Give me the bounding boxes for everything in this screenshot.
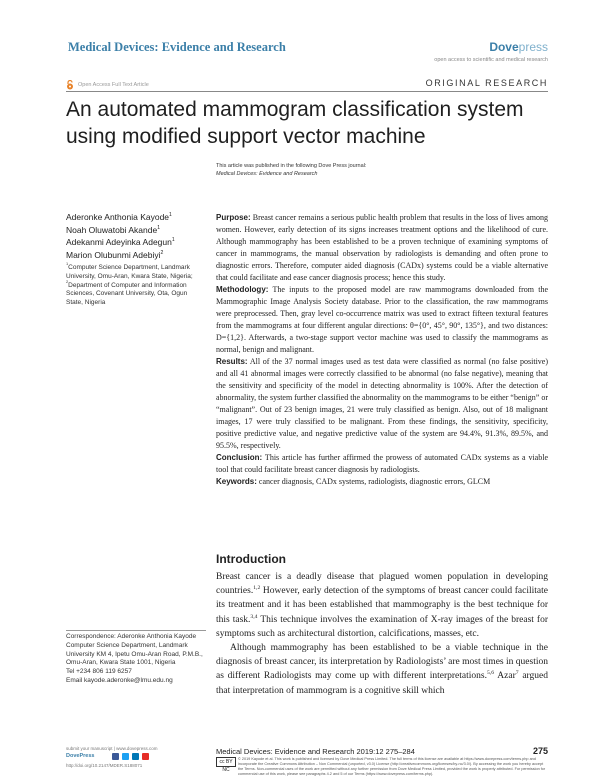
brand-main: Dove	[489, 40, 519, 54]
correspondence-divider	[66, 630, 206, 631]
brand-suffix: press	[518, 40, 548, 54]
brand-tagline: open access to scientific and medical research	[434, 57, 548, 63]
social-links	[112, 753, 149, 760]
doi-link[interactable]: http://doi.org/10.2147/MDER.S188071	[66, 763, 143, 768]
abstract-conclusion: Conclusion: This article has further affirmed the prowess of automated CADx systems as a viable tool that could facilitate breast cancer diagnosis by radiologists.	[216, 453, 548, 474]
facebook-icon[interactable]	[112, 753, 119, 760]
youtube-icon[interactable]	[142, 753, 149, 760]
affiliations: $^1$Computer Science Department, Landmark University, Omu-Aran, Kwara State, Nigeria; $^2$Department of Computer and Information Sciences, Covenant University, Ota, Ogun State, Nigeria	[66, 261, 193, 307]
introduction-body	[216, 570, 548, 698]
intro-paragraph: Although mammography has been established to be a viable technique in the diagnosis of breast cancer, its interpretation by Radiologists’ are most times in question as different Radiologists may come up with different interpretations.$^{5,6}$ Azar$^7$ argued that interpretation of mammogram is a cognitive skill which	[216, 643, 548, 696]
publication-note-line1: This article was published in the following Dove Press journal:	[216, 163, 367, 169]
abstract-purpose: Purpose: Breast cancer remains a serious public health problem that results in the loss of lives among women. However, early detection of its signs increases treatment options and the likelihood of cure. Although mammography has been established to be a proven technique of examining symptoms of cancer in mammograms, the manual observation by radiologists is demanding and often prone to diagnostic errors. Therefore, computer aided diagnosis (CADx) systems could be a viable alternative that could facilitate and ease cancer diagnosis process; hence this study.	[216, 213, 548, 282]
cc-license-icon[interactable]: cc BY NC	[216, 757, 236, 767]
introduction-heading: Introduction	[216, 552, 286, 566]
publication-note	[216, 162, 366, 178]
correspondence-email[interactable]: Email kayode.aderonke@lmu.edu.ng	[66, 676, 173, 684]
open-access-label: Open Access Full Text Article	[78, 82, 149, 88]
author[interactable]: Marion Olubunmi Adebiyi$^2$	[66, 249, 164, 260]
dovepress-logo[interactable]	[489, 40, 548, 54]
author[interactable]: Aderonke Anthonia Kayode$^1$	[66, 212, 172, 222]
footer-citation: Medical Devices: Evidence and Research 2019:12 275–284	[216, 747, 415, 756]
intro-paragraph: Breast cancer is a deadly disease that plagued women population in developing countries.$^{1,2}$ However, early detection of the symptoms of breast cancer could facilitate its treatment and it has been established that mammography is the best technique for this task.$^{3,4}$ This technique involves the examination of X-ray images of the breast for symptoms such as architectural distortion, calcifications, masses, etc.	[216, 572, 548, 639]
abstract	[216, 212, 548, 488]
submit-manuscript-link[interactable]: submit your manuscript | www.dovepress.com	[66, 746, 158, 751]
abstract-methodology: Methodology: The inputs to the proposed model are raw mammograms downloaded from the Mammographic Image Analysis Society database. Prior to the classification, the raw mammograms were preprocessed. Then, gray level co-occurrence matrix was used to extract fifteen textural features from the mammograms at four different angular directions: θ={0°, 45°, 90°, 135°}, and two distances: D={1,2}. Afterwards, a two-stage support vector machine was used to classify the mammograms as normal, benign and malignant.	[216, 285, 548, 354]
correspondence: Correspondence: Aderonke Anthonia Kayode Computer Science Department, Landmark University KM 4, Ipetu Omu-Aran Road, P.M.B., Omu-Aran, Kwara State 1001, Nigeria Tel +234 806 119 6257 Email kayode.aderonke@lmu.edu.ng	[66, 633, 211, 686]
journal-name: Medical Devices: Evidence and Research	[68, 40, 286, 54]
abstract-results: Results: All of the 37 normal images used as test data were classified as normal (no false positive) and all 41 abnormal images were correctly classified to be abnormal (no false negative), meaning that the sensitivity and specificity of the model in detecting abnormality is 100%. After the detection of abnormality, the system further classified the abnormality on the mammograms to be either “benign” or “malignant”. Out of 23 benign images, 21 were truly classified as benign. Also, out of 18 malignant images, 17 were truly classified to be malignant. From these findings, the sensitivity, specificity, positive predictive value, and negative predictive value of the system are 94.4%, 91.3%, 89.5%, and 95.5%, respectively.	[216, 357, 548, 450]
publication-note-journal: Medical Devices: Evidence and Research	[216, 171, 318, 177]
footer-brand: DovePress	[66, 753, 95, 759]
license-text: © 2019 Kayode et al. This work is published and licensed by Dove Medical Press Limited. The full terms of this license are available at https://www.dovepress.com/terms.php and incorporate the Creative Commons Attribution – Non Commercial (unported, v3.0) License (http://creativecommons.org/licenses/by-nc/3.0/). By accessing the work you hereby accept the Terms. Non-commercial uses of the work are permitted without any further permission from Dove Medical Press Limited, provided the work is properly attributed. For permission for commercial use of this work, please see paragraphs 4.2 and 5 of our Terms (https://www.dovepress.com/terms.php).	[238, 757, 546, 776]
header-divider	[66, 91, 548, 92]
open-access-badge	[66, 80, 149, 90]
author[interactable]: Noah Oluwatobi Akande$^1$	[66, 224, 161, 235]
article-type: ORIGINAL RESEARCH	[425, 78, 548, 88]
article-title: An automated mammogram classification system using modified support vector machine	[66, 98, 524, 148]
twitter-icon[interactable]	[122, 753, 129, 760]
linkedin-icon[interactable]	[132, 753, 139, 760]
abstract-keywords: Keywords: cancer diagnosis, CADx systems, radiologists, diagnostic errors, GLCM	[216, 477, 491, 486]
author[interactable]: Adekanmi Adeyinka Adegun$^1$	[66, 237, 175, 247]
author-list	[66, 211, 206, 261]
page-number: 275	[532, 746, 548, 756]
open-lock-icon	[66, 80, 74, 90]
